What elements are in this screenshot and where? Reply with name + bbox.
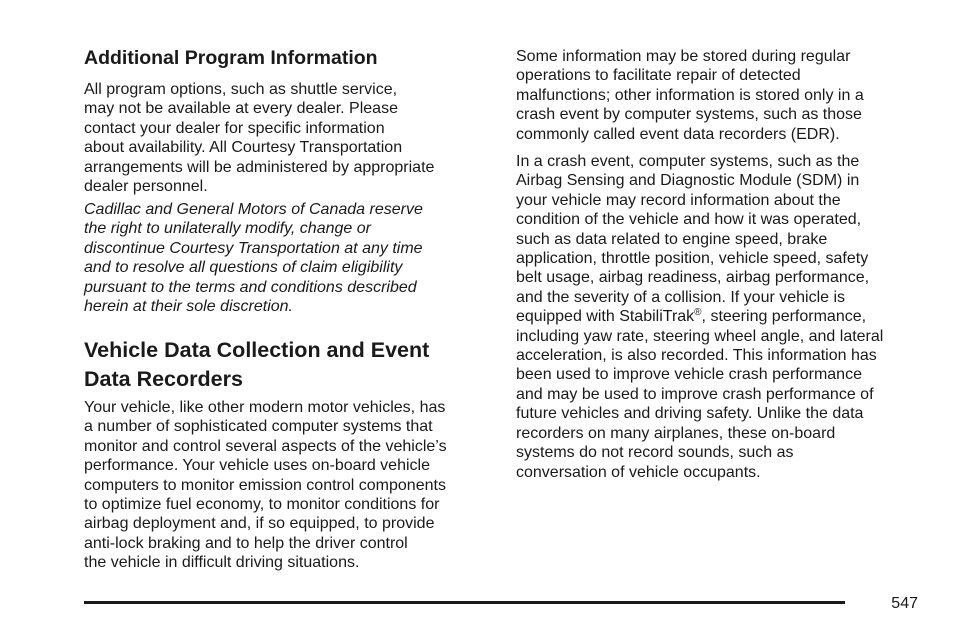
text-line: pursuant to the terms and conditions described — [84, 278, 417, 296]
heading-additional-program-information: Additional Program Information — [84, 47, 378, 69]
text-line: recorders on many airplanes, these on-board — [516, 424, 836, 442]
text-line: the right to unilaterally modify, change or — [84, 220, 371, 238]
stabilitrak-suffix: , steering performance, — [701, 308, 867, 326]
text-line: dealer personnel. — [84, 178, 208, 196]
text-line: contact your dealer for specific information — [84, 119, 385, 137]
text-line: In a crash event, computer systems, such as the — [516, 153, 860, 170]
text-line: Some information may be stored during regular — [516, 48, 851, 65]
text-line-stabilitrak — [516, 307, 883, 326]
text-line: discontinue Courtesy Transportation at any time — [84, 239, 423, 257]
text-line: performance. Your vehicle uses on-board vehicle — [84, 457, 430, 475]
text-line: such as data related to engine speed, brake — [516, 230, 828, 248]
text-line: belt usage, airbag readiness, airbag performance, — [516, 269, 870, 287]
text-line: malfunctions; other information is stored only in a — [516, 86, 864, 104]
text-line: Your vehicle, like other modern motor vehicles, has — [84, 399, 446, 416]
text-line: and to resolve all questions of claim eligibility — [84, 259, 403, 277]
text-line: acceleration, is also recorded. This information has — [516, 347, 877, 365]
footer-rule — [84, 601, 845, 604]
text-line: and the severity of a collision. If your vehicle is — [516, 288, 846, 306]
text-line: your vehicle may record information about the — [516, 191, 841, 209]
text-line: crash event by computer systems, such as those — [516, 106, 862, 124]
stabilitrak-prefix: equipped with StabiliTrak — [516, 308, 695, 326]
text-line: systems do not record sounds, such as — [516, 444, 794, 462]
text-line: arrangements will be administered by appropriate — [84, 158, 435, 176]
heading-line: Vehicle Data Collection and Event — [84, 338, 430, 362]
crash-event-paragraph — [516, 152, 883, 482]
text-line: condition of the vehicle and how it was operated, — [516, 211, 862, 229]
text-line: All program options, such as shuttle service, — [84, 81, 398, 98]
text-line: operations to facilitate repair of detected — [516, 67, 801, 85]
text-line: including yaw rate, steering wheel angle, and lateral — [516, 327, 884, 345]
text-line: herein at their sole discretion. — [84, 298, 293, 316]
text-line: monitor and control several aspects of the vehicle’s — [84, 437, 447, 455]
program-options-paragraph — [84, 80, 434, 196]
text-line: commonly called event data recorders (EDR). — [516, 125, 840, 143]
text-line: airbag deployment and, if so equipped, to provide — [84, 515, 435, 533]
text-line: Airbag Sensing and Diagnostic Module (SDM) in — [516, 172, 860, 190]
text-line: and may be used to improve crash performance of — [516, 385, 874, 403]
text-line: computers to monitor emission control components — [84, 476, 446, 494]
disclaimer-paragraph — [84, 200, 423, 316]
registered-trademark-mark: ® — [694, 307, 702, 319]
text-line: to optimize fuel economy, to monitor conditions for — [84, 496, 440, 514]
text-line: future vehicles and driving safety. Unlike the data — [516, 405, 864, 423]
text-line: been used to improve vehicle crash performance — [516, 366, 862, 384]
text-line: may not be available at every dealer. Please — [84, 100, 398, 118]
text-line: anti-lock braking and to help the driver control — [84, 534, 408, 552]
stored-information-paragraph — [516, 47, 864, 144]
text-line: about availability. All Courtesy Transportation — [84, 139, 403, 157]
text-line: conversation of vehicle occupants. — [516, 463, 761, 481]
text-line: Cadillac and General Motors of Canada reserve — [84, 201, 423, 218]
text-line: application, throttle position, vehicle speed, safety — [516, 250, 869, 268]
heading-line: Data Recorders — [84, 366, 243, 391]
text-line: a number of sophisticated computer systems that — [84, 418, 433, 436]
text-line: the vehicle in difficult driving situations. — [84, 554, 360, 572]
vehicle-computers-paragraph — [84, 398, 447, 573]
heading-vehicle-data-collection — [84, 336, 429, 393]
page-number: 547 — [891, 595, 918, 612]
